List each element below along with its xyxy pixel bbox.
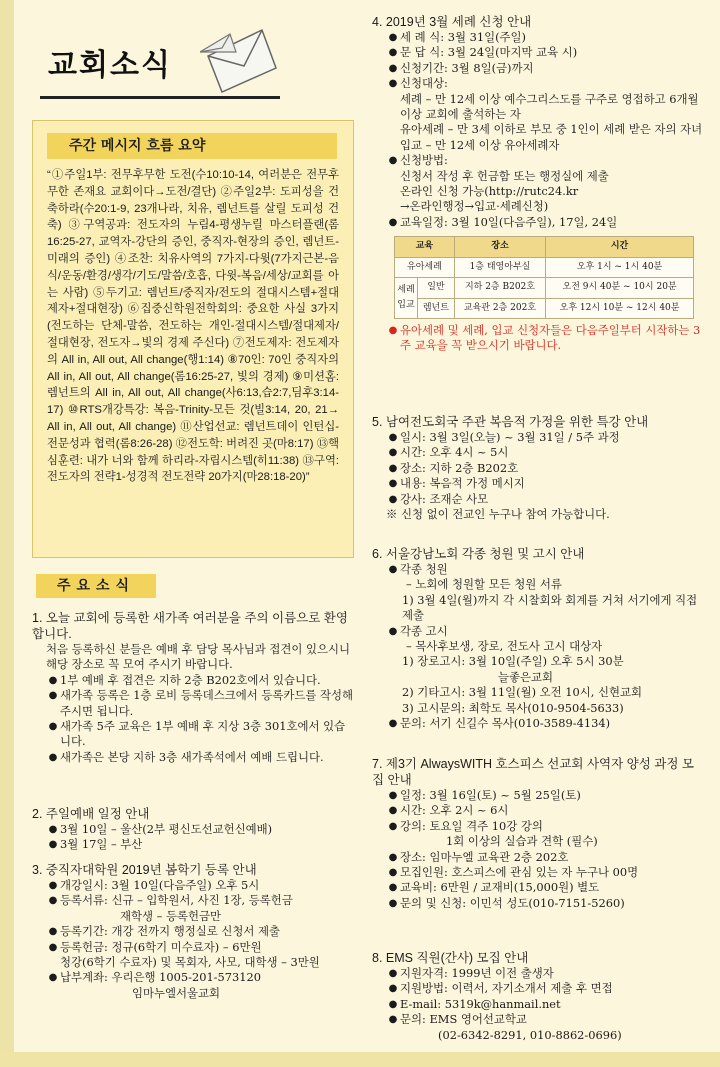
list-item-continued: 임마누엘서울교회 <box>132 985 221 1000</box>
list-item: ● 문의 및 신청: 이민석 성도(010-7151-5260) <box>372 896 706 911</box>
envelope-icon <box>200 22 280 94</box>
list-item: ● 납부계좌: 우리은행 1005-201-573120 <box>32 970 354 985</box>
bullet-icon: ● <box>48 751 58 763</box>
bullet-icon: ● <box>388 447 398 459</box>
bullet-icon: ● <box>388 882 398 894</box>
method-line: →온라인행정→입교·세례신청) <box>400 199 549 214</box>
list-item-continued: 재학생 – 등록헌금만 <box>120 908 221 923</box>
section-title: 4. 2019년 3월 세례 신청 안내 <box>372 15 532 29</box>
list-item: ● 문 답 식: 3월 24일(마지막 교육 시) <box>372 45 706 60</box>
main-news-heading: 주요소식 <box>36 574 156 598</box>
list-item: ● E-mail: 5319k@hanmail.net <box>372 997 706 1012</box>
list-item: ● 신청기간: 3월 8일(금)까지 <box>372 61 706 76</box>
page-edge-band <box>0 0 14 1067</box>
bullet-icon: ● <box>388 983 398 995</box>
section-title: 1. 오늘 교회에 등록한 새가족 여러분을 주의 이름으로 환영합니다. <box>32 611 348 641</box>
bullet-icon: ● <box>388 851 398 863</box>
list-item: ● 장소: 임마누엘 교육관 2층 202호 <box>372 850 706 865</box>
section-graduate-registration <box>32 862 354 1001</box>
list-item: ● 3월 17일 – 부산 <box>32 837 354 852</box>
section-title: 8. EMS 직원(간사) 모집 안내 <box>372 951 529 965</box>
bullet-icon: ● <box>388 1014 398 1026</box>
section-presbytery-petitions <box>372 546 706 731</box>
section-title: 2. 주일예배 일정 안내 <box>32 807 150 821</box>
bullet-icon: ● <box>388 462 398 474</box>
bullet-icon: ● <box>48 674 58 686</box>
target-infant-baptism: 유아세례 – 만 3세 이하로 부모 중 1인이 세례 받은 자의 자녀 <box>400 122 703 137</box>
table-header-row: 교육 장소 시간 <box>395 237 694 257</box>
list-item: ● 각종 고시 <box>372 624 706 639</box>
bullet-icon: ● <box>388 324 398 336</box>
list-item: ● 강사: 조재순 사모 <box>372 492 706 507</box>
bullet-icon: ● <box>388 625 398 637</box>
sub-item: 1) 장로고시: 3월 10일(주일) 오후 5시 30분 <box>402 654 624 669</box>
list-item: ● 1부 예배 후 접견은 지하 2층 B202호에서 있습니다. <box>32 673 354 688</box>
table-row: 세례 입교 일반 지하 2층 B202호 오전 9시 40분 ~ 10시 20분 <box>395 278 694 298</box>
list-item: ● 지원자격: 1999년 이전 출생자 <box>372 966 706 981</box>
list-item: ● 새가족 5주 교육은 1부 예배 후 지상 3층 301호에서 있습니다. <box>32 719 354 750</box>
list-item: ● 등록헌금: 정규(6학기 미수료자) – 6만원 <box>32 940 354 955</box>
bullet-icon: ● <box>388 32 398 43</box>
weekly-message-summary <box>32 120 354 558</box>
bullet-icon: ● <box>388 478 398 490</box>
summary-heading: 주간 메시지 흐름 요약 <box>47 133 337 159</box>
education-notice: ● 유아세례 및 세례, 입교 신청자들은 다음주일부터 시작하는 3주 교육을 꼭 받으시기 바랍니다. <box>372 323 706 354</box>
section-hospice-training <box>372 756 706 911</box>
list-item: ● 개강일시: 3월 10일(다음주일) 오후 5시 <box>32 878 354 893</box>
list-item: ● 지원방법: 이력서, 자기소개서 제출 후 면접 <box>372 981 706 996</box>
bullet-icon: ● <box>388 998 398 1010</box>
list-item: ● 각종 청원 <box>372 562 706 577</box>
bullet-icon: ● <box>48 880 58 891</box>
bullet-icon: ● <box>48 926 58 938</box>
bullet-icon: ● <box>388 790 398 801</box>
sub-item: 2) 기타고시: 3월 11일(월) 오전 10시, 신현교회 <box>402 685 643 700</box>
list-item-continued: 청강(6학기 수료자) 및 목회자, 사모, 대학생 – 3만원 <box>60 955 320 970</box>
list-item: ● 교육비: 6만원 / 교재비(15,000원) 별도 <box>372 880 706 895</box>
title-underline <box>40 96 280 99</box>
page-bottom-band <box>0 1052 720 1067</box>
list-item: ● 시간: 오후 4시 ~ 5시 <box>372 445 706 460</box>
list-item: ● 신청대상: <box>372 76 706 91</box>
target-baptism: 세례 – 만 12세 이상 예수그리스도를 구주로 영접하고 6개월 이상 교회에 출석하는 자 <box>400 91 699 122</box>
bullet-icon: ● <box>48 824 58 835</box>
sub-item: – 노회에 청원할 모든 청원 서류 <box>406 577 562 592</box>
bullet-icon: ● <box>388 968 398 979</box>
education-schedule-table <box>394 236 694 319</box>
bullet-icon: ● <box>388 493 398 505</box>
sub-item: 늘좋은교회 <box>498 669 554 684</box>
table-row: 렘넌트 교육관 2층 202호 오후 12시 10분 ~ 12시 40분 <box>395 298 694 318</box>
list-item: ● 새가족은 본당 지하 3층 새가족석에서 예배 드립니다. <box>32 750 354 765</box>
section-baptism <box>372 14 706 354</box>
list-item-continued: (02-6342-8291, 010-8862-0696) <box>438 1027 622 1042</box>
intro-text: 처음 등록하신 분들은 예배 후 담당 목사님과 접견이 있으시니 해당 장소로 꼭 모여 주시기 바랍니다. <box>46 642 351 672</box>
table-row: 유아세례 1층 태영아부실 오후 1시 ~ 1시 40분 <box>395 257 694 277</box>
list-item: ● 내용: 복음적 가정 메시지 <box>372 476 706 491</box>
target-confirmation: 입교 – 만 12세 이상 유아세례자 <box>400 137 560 152</box>
bullet-icon: ● <box>48 721 58 733</box>
list-item: ● 새가족 등록은 1층 로비 등록데스크에서 등록카드를 작성해 주시면 됩니다. <box>32 688 354 719</box>
list-item: ● 등록서류: 신규 – 입학원서, 사진 1장, 등록헌금 <box>32 893 354 908</box>
list-item: ● 문의: 서기 신길수 목사(010-3589-4134) <box>372 716 706 731</box>
section-title: 3. 중직자대학원 2019년 봄학기 등록 안내 <box>32 863 257 877</box>
bullet-icon: ● <box>388 62 398 74</box>
page-title: 교회소식 <box>48 48 172 83</box>
bullet-icon: ● <box>388 432 398 443</box>
bullet-icon: ● <box>388 820 398 832</box>
sub-item: 3) 고시문의: 최학도 목사(010-9504-5633) <box>402 700 624 715</box>
bullet-icon: ● <box>48 690 58 702</box>
bullet-icon: ● <box>388 78 398 90</box>
method-line: 신청서 작성 후 헌금함 또는 행정실에 제출 <box>400 168 609 183</box>
bullet-icon: ● <box>388 867 398 879</box>
method-line: 온라인 신청 가능(http://rutc24.kr <box>400 184 579 199</box>
bullet-icon: ● <box>388 897 398 909</box>
section-title: 7. 제3기 AlwaysWITH 호스피스 선교회 사역자 양성 과정 모집 안내 <box>372 757 694 787</box>
list-item-continued: 1회 이상의 실습과 견학 (필수) <box>446 834 598 849</box>
list-item: ● 문의: EMS 영어선교학교 <box>372 1012 706 1027</box>
sub-item: – 목사후보생, 장로, 전도사 고시 대상자 <box>406 639 603 654</box>
bullet-icon: ● <box>388 47 398 59</box>
bullet-icon: ● <box>388 805 398 817</box>
list-item: ● 세 례 식: 3월 31일(주일) <box>372 30 706 45</box>
list-item: ● 모집인원: 호스피스에 관심 있는 자 누구나 00명 <box>372 865 706 880</box>
section-title: 6. 서울강남노회 각종 청원 및 고시 안내 <box>372 547 585 561</box>
sub-item: 1) 3월 4일(월)까지 각 시찰회와 회계를 거쳐 서기에게 직접 제출 <box>402 592 698 623</box>
list-item: ● 신청방법: <box>372 153 706 168</box>
bullet-icon: ● <box>48 941 58 953</box>
section-title: 5. 남여전도회국 주관 복음적 가정을 위한 특강 안내 <box>372 415 649 429</box>
bullet-icon: ● <box>388 564 398 575</box>
list-item: ● 장소: 지하 2층 B202호 <box>372 461 706 476</box>
section-family-lecture <box>372 414 706 522</box>
section-sunday-worship <box>32 806 354 853</box>
list-item: ● 강의: 토요일 격주 10강 강의 <box>372 819 706 834</box>
list-item: ● 일시: 3월 3일(오늘) ~ 3월 31일 / 5주 과정 <box>372 430 706 445</box>
page-header <box>30 20 280 110</box>
list-item: ● 등록기간: 개강 전까지 행정실로 신청서 제출 <box>32 924 354 939</box>
bullet-icon: ● <box>388 155 398 167</box>
bullet-icon: ● <box>48 972 58 984</box>
list-item: ● 시간: 오후 2시 ~ 6시 <box>372 803 706 818</box>
list-item: ● 일정: 3월 16일(토) ~ 5월 25일(토) <box>372 788 706 803</box>
bullet-icon: ● <box>48 895 58 907</box>
bullet-icon: ● <box>48 839 58 851</box>
list-item: ● 교육일정: 3월 10일(다음주일), 17일, 24일 <box>372 215 706 230</box>
bullet-icon: ● <box>388 216 398 228</box>
summary-body: “①주일1부: 전무후무한 도전(수10:10-14, 여러분은 전무후무한 존재요 교회이다→도전/결단) ②주일2부: 도피성을 건축하라(수20:1-9, 23개나라, 치유, 렘넌트를 살릴 도피성 건축) ③구역공과: 전도자의 누림4-평생누릴 마스터플랜(롬16:25-27, 교역자-강단의 증인, 중직자-현장의 증인, 렘넌트-미래의 증인) ④조찬: 치유사역의 7가지-다윗(7가지근본-음식/운동/환경/생각/기도/말씀/호흡, 다윗-복음/세상/교회를 아는 사람) ⑤두기고: 렘넌트/중직자/전도의 절대시스템+절대제자+절대현장) ⑥집중신학원전학회의: 중요한 사실 3가지(전도하는 단체-말씀, 전도하는 개인-절대시스템/절대제자/절대현장, 전도자→빛의 경제 주신다) ⑦전도제자: 전도제자의 All in, All out, All change(행1:14) ⑧70인: 70인 중직자의 All in, All out, All change(롬16:25-27, 빛의 경제) ⑨미션홈: 렘넌트의 All in, All out, All change(사6:13,습2:7,딤후3:14-17) ⑩RTS개강특강: 복음-Trinity-모든 것(빌3:14, 20, 21→ All in, All out, All change) ⑪산업선교: 렘넌트데이 인턴십-전문성과 협력(롬8:26-28) ⑫전도학: 버려진 곳(마8:17) ⑬핵심훈련: 내가 너와 함께 하리라-자립시스템(히11:38) ⑬구역: 전도자의 전략1-성경적 전도전략 20가지(마28:18-20)” <box>47 169 339 484</box>
list-item: ● 3월 10일 – 울산(2부 평신도선교헌신예배) <box>32 822 354 837</box>
section-ems-recruitment <box>372 950 706 1043</box>
bullet-icon: ● <box>388 718 398 730</box>
lecture-note: ※ 신청 없이 전교인 누구나 참여 가능합니다. <box>386 507 610 522</box>
section-new-family <box>32 610 354 765</box>
